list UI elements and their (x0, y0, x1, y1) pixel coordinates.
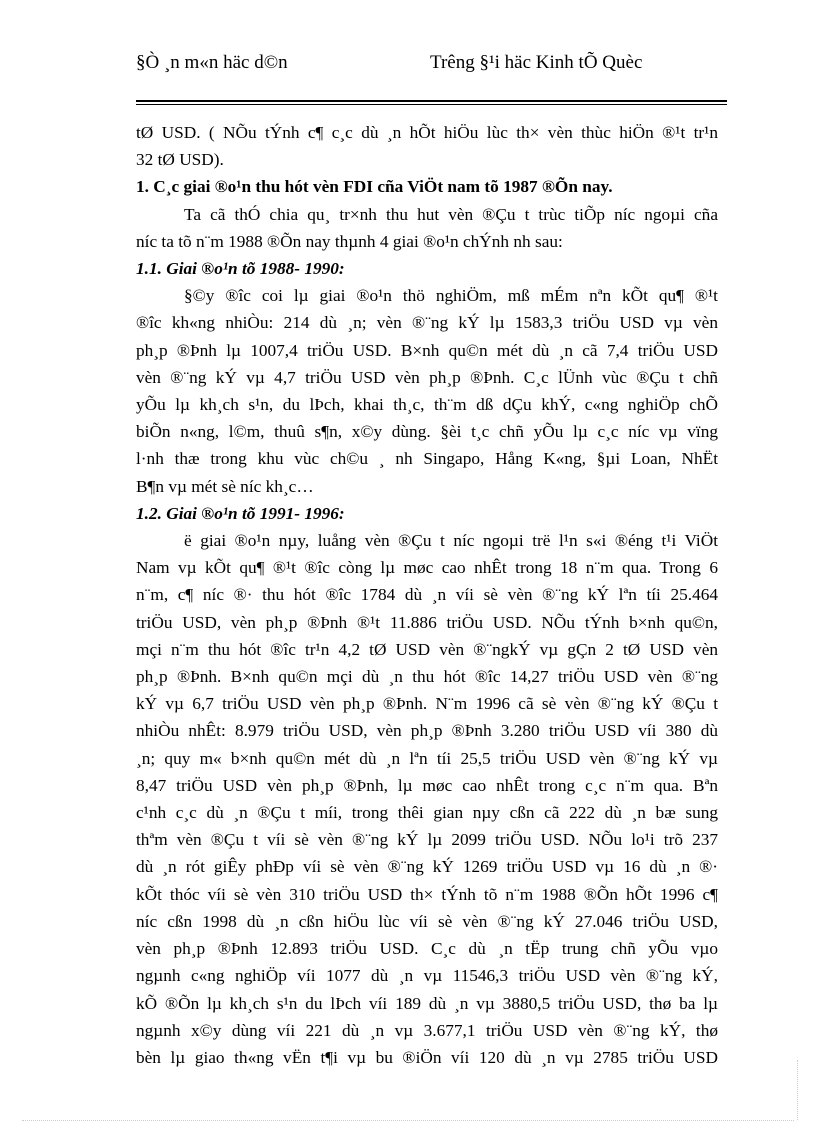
body-line: kÝ vµ 6,7 triÖu USD vèn ph¸p ®Þnh. N¨m 1996 cã sè vèn ®¨ng kÝ ®Çu t (136, 694, 718, 714)
body-line: mçi n¨m thu hót ®îc tr¹n 4,2 tØ USD vèn ®¨ngkÝ vµ gÇn 2 tØ USD vèn (136, 639, 718, 659)
subsection-heading: 1.2. Giai ®o¹n tõ 1991- 1996: (136, 503, 345, 523)
subsection-heading: 1.1. Giai ®o¹n tõ 1988- 1990: (136, 259, 345, 279)
page-border-bottom (22, 1120, 794, 1121)
body-line: 8,47 triÖu USD vèn ph¸p ®Þnh, lµ møc cao nhÊt trong c¸c n¨m qua. Bªn (136, 775, 718, 795)
body-line: yÕu lµ kh¸ch s¹n, du lÞch, khai th¸c, th¨m dß dÇu khÝ, c«ng nghiÖp chÕ (136, 395, 718, 415)
header-rule-thin (136, 104, 727, 105)
body-line: triÖu USD, vèn ph¸p ®Þnh ®¹t 11.886 triÖu USD. NÕu tÝnh b×nh qu©n, (136, 612, 718, 632)
body-line: ®îc kh«ng nhiÒu: 214 dù ¸n; vèn ®¨ng kÝ lµ 1583,3 triÖu USD vµ vèn (136, 313, 718, 333)
body-line: B¶n vµ mét sè níc kh¸c… (136, 476, 314, 496)
body-line: §©y ®îc coi lµ giai ®o¹n thö nghiÖm, mß mÉm nªn kÕt qu¶ ®¹t (184, 286, 718, 306)
header-left: §Ò ¸n m«n häc d©n (136, 52, 288, 73)
header-rule (136, 100, 727, 102)
body-line: níc ta tõ n¨m 1988 ®Õn nay thµnh 4 giai ®o¹n chÝnh nh sau: (136, 231, 563, 251)
body-line: níc cßn 1998 dù ¸n cßn hiÖu lùc víi sè vèn ®¨ng kÝ 27.046 triÖu USD, (136, 911, 718, 931)
body-line: dù ¸n rót giÊy phÐp víi sè vèn ®¨ng kÝ 1269 triÖu USD vµ 16 dù ¸n ®· (136, 857, 718, 877)
body-line: ë giai ®o¹n nµy, luång vèn ®Çu t níc ngoµi trë l¹n s«i ®éng t¹i ViÖt (184, 531, 718, 551)
body-line: Nam vµ kÕt qu¶ ®¹t ®îc còng lµ møc cao nhÊt trong 18 n¨m qua. Trong 6 (136, 558, 718, 578)
body-line: ngµnh c«ng nghiÖp víi 1077 dù ¸n vµ 11546,3 triÖu USD vèn ®¨ng kÝ, (136, 966, 718, 986)
section-heading: 1. C¸c giai ®o¹n thu hót vèn FDI cña ViÖt nam tõ 1987 ®Õn nay. (136, 177, 613, 197)
body-line: nhiÒu nhÊt: 8.979 triÖu USD, vèn ph¸p ®Þnh 3.280 triÖu USD víi 380 dù (136, 721, 718, 741)
page-border-right (797, 1060, 798, 1120)
body-line: vèn ph¸p ®Þnh 12.893 triÖu USD. C¸c dù ¸n tËp trung chñ yÕu vµo (136, 939, 718, 959)
body-line: ngµnh x©y dùng víi 221 dù ¸n vµ 3.677,1 triÖu USD vèn ®¨ng kÝ, thø (136, 1020, 718, 1040)
body-line: ph¸p ®Þnh lµ 1007,4 triÖu USD. B×nh qu©n mét dù ¸n cã 7,4 triÖu USD (136, 340, 718, 360)
body-line: c¹nh c¸c dù ¸n ®Çu t míi, trong thêi gian nµy cßn cã 222 dù ¸n bæ sung (136, 803, 718, 823)
body-line: 32 tØ USD). (136, 150, 224, 170)
body-line: kÕ ®Õn lµ kh¸ch s¹n du lÞch víi 189 dù ¸n vµ 3880,5 triÖu USD, thø ba lµ (136, 993, 718, 1013)
body-line: tØ USD. ( NÕu tÝnh c¶ c¸c dù ¸n hÕt hiÖu lùc th× vèn thùc hiÖn ®¹t tr¹n (136, 123, 718, 142)
body-line: ¸n; quy m« b×nh qu©n mét dù ¸n lªn tíi 25,5 triÖu USD vèn ®¨ng kÝ vµ (136, 748, 718, 768)
body-line: biÕn n«ng, l©m, thuû s¶n, x©y dùng. §èi t¸c chñ yÕu lµ c¸c níc vµ vïng (136, 422, 718, 442)
body-line: Ta cã thÓ chia qu¸ tr×nh thu hut vèn ®Çu t trùc tiÕp níc ngoµi cña (184, 204, 718, 224)
body-line: ph¸p ®Þnh. B×nh qu©n mçi dù ¸n thu hót ®îc 14,27 triÖu USD vèn ®¨ng (136, 667, 718, 687)
body-line: n¨m, c¶ níc ®· thu hót ®îc 1784 dù ¸n víi sè vèn ®¨ng kÝ lªn tíi 25.464 (136, 585, 718, 605)
document-body (136, 119, 718, 1071)
body-line: l·nh thæ trong khu vùc ch©u ¸ nh Singapo, Hång K«ng, §µi Loan, NhËt (136, 449, 718, 469)
body-line: thªm vèn ®Çu t víi sè vèn ®¨ng kÝ lµ 2099 triÖu USD. NÕu lo¹i trõ 237 (136, 830, 718, 850)
header-right: Trêng §¹i häc Kinh tÕ Quèc (430, 52, 643, 73)
body-line: vèn ®¨ng kÝ vµ 4,7 triÖu USD vèn ph¸p ®Þnh. C¸c lÜnh vùc ®Çu t chñ (136, 367, 718, 387)
body-line: bèn lµ giao th«ng vËn t¶i vµ bu ®iÖn víi 120 dù ¸n vµ 2785 triÖu USD (136, 1047, 718, 1067)
body-line: kÕt thóc víi sè vèn 310 triÖu USD th× tÝnh tõ n¨m 1988 ®Õn hÕt 1996 c¶ (136, 884, 718, 904)
